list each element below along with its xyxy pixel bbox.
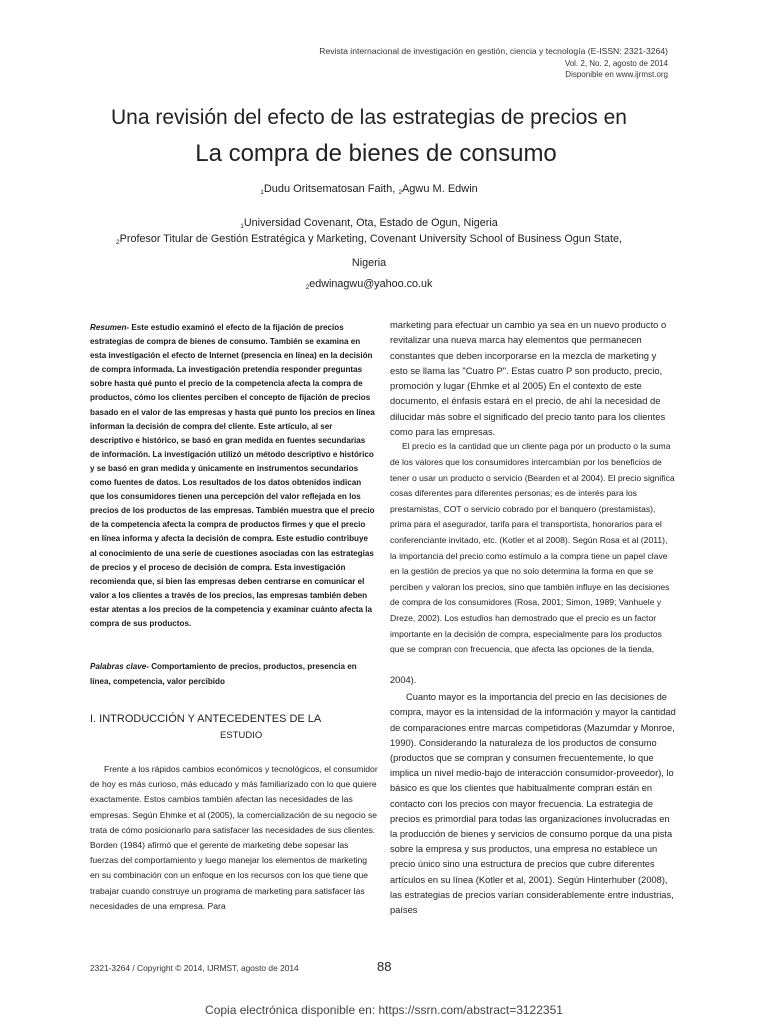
right-paragraph-3 bbox=[390, 690, 676, 918]
affiliation-2-text: Profesor Titular de Gestión Estratégica y Marketing, Covenant University School of Business Ogun State, bbox=[119, 233, 622, 245]
right-column bbox=[390, 317, 676, 658]
keywords-label: Palabras clave- bbox=[90, 662, 149, 671]
keywords bbox=[90, 659, 376, 689]
email-line bbox=[0, 277, 738, 293]
author1-name: Dudu Oritsematosan Faith, bbox=[263, 183, 399, 195]
right-paragraph-1: marketing para efectuar un cambio ya sea en un nuevo producto o revitalizar una nueva marca hay elementos que permanecen constantes que deben incorporarse en la mezcla de marketing y esto se llama las "Cuatro P". Estas cuatro P son producto, precio, promoción y lugar (Ehmke et al 2005) En el contexto de este documento, el énfasis estará en el precio, de ahí la necesidad de dilucidar más sobre el significado del precio tanto para los clientes como para las empresas. bbox=[390, 319, 667, 438]
affiliation-1 bbox=[0, 216, 738, 232]
affiliation-2 bbox=[0, 232, 738, 248]
affiliation-1-number: 1 bbox=[240, 223, 244, 230]
abstract-label: Resumen- bbox=[90, 323, 130, 332]
abstract bbox=[90, 321, 376, 631]
right-year-fragment: 2004). bbox=[390, 675, 417, 685]
right-paragraph-3-text: Cuanto mayor es la importancia del precio en las decisiones de compra, mayor es la intensidad de la información y mayor la cantidad de comparaciones entre marcas competidoras (Mazumdar y Monroe, 1990). Considerando la naturaleza de los productos de consumo (productos que se compran y consumen frecuentemente, lo que implica un nivel medio-bajo de interacción consumidor-proveedor), lo básico es que los clientes que habitualmente compran están en contacto con los precios con mayor frecuencia. La estrategia de precios es primordial para todas las organizaciones involucradas en la producción de bienes y servicios de consumo porque da una pista sobre la empresa y sus productos, una empresa no establece un precio único sino una estructura de precios que cubre diferentes artículos en su línea (Kotler et al, 2001). Según Hinterhuber (2008), las estrategias de precios varían considerablemente entre industrias, países bbox=[390, 692, 676, 916]
author2-name: Agwu M. Edwin bbox=[401, 183, 478, 195]
journal-volume: Vol. 2, No. 2, agosto de 2014 bbox=[564, 59, 668, 68]
journal-name: Revista internacional de investigación en gestión, ciencia y tecnología (E-ISSN: 2321-3264) bbox=[319, 46, 668, 56]
footer-copyright: 2321-3264 / Copyright © 2014, IJRMST, agosto de 2014 bbox=[90, 963, 299, 973]
paper-title-line1: Una revisión del efecto de las estrategias de precios en bbox=[111, 106, 627, 129]
journal-availability: Disponible en www.ijrmst.org bbox=[565, 70, 668, 79]
affiliation-1-text: Universidad Covenant, Ota, Estado de Ogun, Nigeria bbox=[243, 217, 498, 229]
authors bbox=[0, 183, 738, 195]
right-paragraph-2: El precio es la cantidad que un cliente paga por un producto o la suma de los valores que los consumidores intercambian por los beneficios de tener o usar un producto o servicio (Bearden et al 2004). El precio significa cosas diferentes para diferentes personas; es de interés para los prestamistas, COT o servicio cobrado por el banquero (prestamistas), prima para el asegurador, tarifa para el transportista, honorarios para el conferenciante invitado, etc. (Kotler et al 2008). Según Rosa et al (2011), la importancia del precio como estímulo a la compra tiene un papel clave en la gestión de precios ya que no solo determina la forma en que se perciben y valoran los precios, sino que también influye en las decisiones de compra de los consumidores (Rosa, 2001; Simon, 1989; Vanhuele y Dreze, 2002). Los estudios han demostrado que el precio es un factor importante en la decisión de compra, especialmente para los productos que se compran con frecuencia, que afecta las opciones de la tienda, bbox=[390, 441, 675, 655]
author2-number: 2 bbox=[398, 189, 402, 196]
abstract-text: Este estudio examinó el efecto de la fijación de precios estrategias de compra de bienes de consumo. También se examina en esta investigación el efecto de Internet (presencia en línea) en la decisión de compra informada. La investigación pretendía responder preguntas sobre hasta qué punto el precio de la competencia afecta la compra de productos, cómo los clientes perciben el concepto de fijación de precios basado en el valor de las empresas y hasta qué punto los precios en línea informan la decisión de compra del cliente. Este artículo, al ser descriptivo e histórico, se basó en gran medida en fuentes secundarias de información. La investigación utilizó un método descriptivo e histórico y se basó en gran medida y únicamente en instrumentos secundarios como fuentes de datos. Los resultados de los datos obtenidos indican que los consumidores tienen una percepción del valor reflejada en los precios de los productos de las empresas. También muestra que el precio de la competencia afecta la compra de productos firmes y que el precio en línea informa y afecta la decisión de compra. Este estudio contribuye al conocimiento de una serie de cuestiones asociadas con las estrategias de precios y el proceso de decisión de compra. Esta investigación recomienda que, si bien las empresas deben centrarse en comunicar el valor a los clientes a través de los precios, las empresas también deben estar atentas a los precios de la competencia y examinar cuánto afecta la compra de sus productos. bbox=[90, 323, 375, 628]
section-title: I. INTRODUCCIÓN Y ANTECEDENTES DE LA bbox=[90, 713, 322, 725]
intro-paragraph: Frente a los rápidos cambios económicos y tecnológicos, el consumidor de hoy es más curioso, más educado y más familiarizado con lo que quiere exactamente. Estos cambios también afectan las necesidades de las empresas. Según Ehmke et al (2005), la comercialización de su negocio se trata de cómo posicionarlo para satisfacer las necesidades de sus clientes. Borden (1984) afirmó que el gerente de marketing debe sopesar las fuerzas del comportamiento y luego manejar los elementos de marketing en su combinación con un enfoque en los recursos con los que tiene que trabajar cuando construye un programa de marketing para satisfacer las necesidades de una empresa. Para bbox=[90, 764, 378, 911]
ssrn-notice[interactable]: Copia electrónica disponible en: https://ssrn.com/abstract=3122351 bbox=[205, 1003, 563, 1017]
email-address[interactable]: edwinagwu@yahoo.co.uk bbox=[309, 278, 433, 290]
page-number: 88 bbox=[377, 959, 392, 974]
email-number: 2 bbox=[305, 284, 310, 291]
right-column-lower bbox=[390, 673, 676, 918]
paper-title-line2: La compra de bienes de consumo bbox=[195, 140, 557, 167]
affiliation-2-continued: Nigeria bbox=[351, 257, 387, 269]
author1-number: 1 bbox=[260, 189, 264, 196]
section-subtitle: ESTUDIO bbox=[220, 730, 263, 741]
affiliation-2-number: 2 bbox=[116, 239, 120, 246]
keywords-text: Comportamiento de precios, productos, presencia en línea, competencia, valor percibido bbox=[90, 662, 357, 686]
